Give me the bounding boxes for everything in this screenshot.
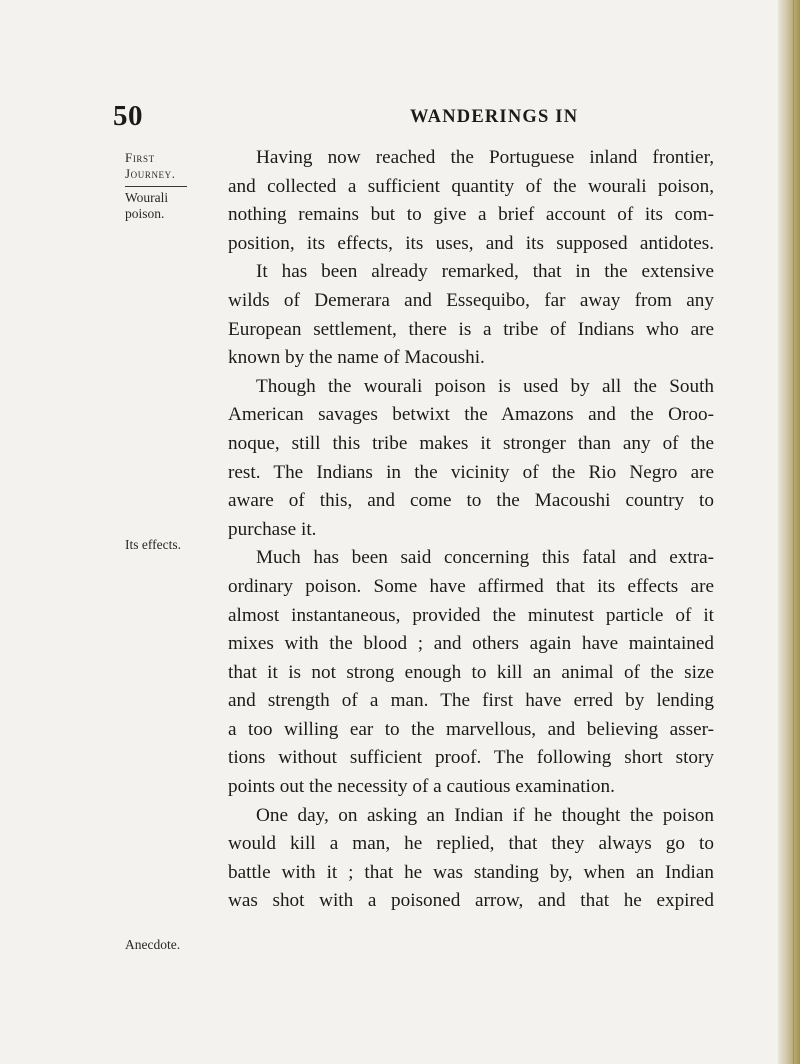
- text-line: tions without sufficient proof. The following short story: [228, 747, 714, 769]
- paragraph-anecdote: [228, 802, 714, 916]
- text-line: known by the name of Macoushi.: [228, 347, 485, 369]
- text-line: wilds of Demerara and Essequibo, far away from any: [228, 289, 714, 311]
- margin-note-wourali-line1: Wourali: [125, 190, 169, 205]
- text-line: that it is not strong enough to kill an animal of the size: [228, 661, 714, 683]
- text-line: position, its effects, its uses, and its supposed antidotes.: [228, 232, 714, 254]
- body-text: [228, 144, 714, 916]
- margin-note-its-effects-text: Its effects.: [125, 537, 181, 552]
- text-line: a too willing ear to the marvellous, and believing asser-: [228, 718, 714, 740]
- margin-note-wourali-poison: [125, 190, 225, 222]
- text-line: aware of this, and come to the Macoushi country to: [228, 490, 714, 512]
- text-line: Having now reached the Portuguese inland frontier,: [256, 147, 714, 168]
- text-line: noque, still this tribe makes it stronger than any of the: [228, 432, 714, 454]
- margin-note-first-journey-line2: Journey.: [125, 166, 176, 181]
- text-line: It has been already remarked, that in the extensive: [256, 261, 714, 283]
- paragraph-stronger: [228, 373, 714, 545]
- margin-note-its-effects: [125, 537, 225, 553]
- margin-note-anecdote: [125, 937, 225, 953]
- text-line: European settlement, there is a tribe of Indians who are: [228, 318, 714, 340]
- text-line: was shot with a poisoned arrow, and that he expired: [228, 890, 714, 912]
- text-line: would kill a man, he replied, that they always go to: [228, 833, 714, 855]
- margin-note-first-journey: [125, 150, 225, 182]
- text-line: Though the wourali poison is used by all the South: [256, 375, 714, 397]
- text-line: and collected a sufficient quantity of the wourali poison,: [228, 175, 714, 197]
- margin-note-divider: [125, 186, 187, 187]
- text-line: and strength of a man. The first have erred by lending: [228, 690, 714, 712]
- text-line: rest. The Indians in the vicinity of the Rio Negro are: [228, 461, 714, 483]
- margin-note-first-journey-line1: First: [125, 150, 155, 165]
- margin-note-anecdote-text: Anecdote.: [125, 937, 181, 952]
- margin-note-wourali-line2: poison.: [125, 206, 165, 221]
- paragraph-effects: [228, 544, 714, 801]
- page-number: 50: [113, 100, 143, 132]
- page-edge: [778, 0, 800, 1064]
- paragraph-macoushi: [228, 258, 714, 372]
- text-line: ordinary poison. Some have affirmed that its effects are: [228, 575, 714, 597]
- text-line: points out the necessity of a cautious examination.: [228, 776, 615, 798]
- page-edge-line: [793, 0, 794, 1064]
- running-head: WANDERINGS IN: [410, 107, 579, 127]
- text-line: Much has been said concerning this fatal and extra-: [256, 547, 714, 569]
- text-line: American savages betwixt the Amazons and the Oroo-: [228, 404, 714, 426]
- paragraph-composition: [228, 144, 714, 258]
- text-line: purchase it.: [228, 518, 317, 540]
- text-line: One day, on asking an Indian if he thought the poison: [256, 804, 714, 826]
- text-line: almost instantaneous, provided the minutest particle of it: [228, 604, 714, 626]
- text-line: battle with it ; that he was standing by, when an Indian: [228, 861, 714, 883]
- text-line: mixes with the blood ; and others again have maintained: [228, 633, 714, 655]
- text-line: nothing remains but to give a brief account of its com-: [228, 204, 714, 226]
